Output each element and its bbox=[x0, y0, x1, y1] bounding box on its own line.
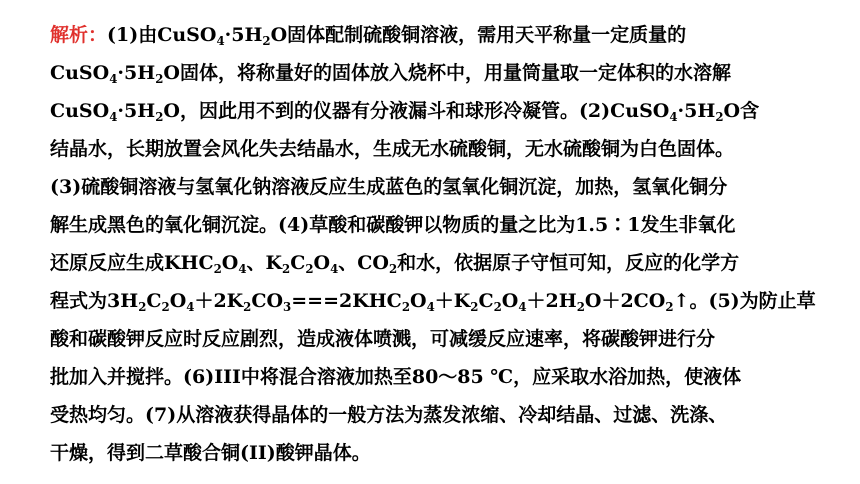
text-run: ·5H bbox=[224, 24, 263, 46]
text-line-8 bbox=[50, 287, 816, 315]
subscript: 2 bbox=[155, 72, 164, 87]
text-run: ＋2H bbox=[526, 290, 577, 312]
subscript: 2 bbox=[493, 300, 502, 315]
text-line-3 bbox=[50, 97, 759, 125]
subscript: 2 bbox=[715, 110, 724, 125]
text-run: 还原反应生成KHC bbox=[50, 252, 214, 274]
analysis-label: 解析： bbox=[50, 24, 108, 46]
subscript: 2 bbox=[262, 34, 271, 49]
subscript: 4 bbox=[216, 34, 225, 49]
text-run: C bbox=[478, 290, 494, 312]
subscript: 2 bbox=[282, 262, 291, 277]
subscript: 4 bbox=[109, 72, 118, 87]
subscript: 4 bbox=[186, 300, 195, 315]
text-run: ＋K bbox=[434, 290, 471, 312]
subscript: 4 bbox=[669, 110, 678, 125]
text-run: O固体，将称量好的固体放入烧杯中，用量筒量取一定体积的水溶解 bbox=[163, 62, 731, 84]
text-run: ＋2K bbox=[194, 290, 244, 312]
text-line-10: 批加入并搅拌。(6)III中将混合溶液加热至80～85 ℃，应采取水浴加热，使液体 bbox=[50, 366, 742, 388]
subscript: 2 bbox=[401, 300, 410, 315]
text-line-2 bbox=[50, 59, 731, 87]
subscript: 3 bbox=[283, 300, 292, 315]
text-line-9: 酸和碳酸钾反应时反应剧烈，造成液体喷溅，可减缓反应速率，将碳酸钾进行分 bbox=[50, 328, 716, 350]
subscript: 4 bbox=[426, 300, 435, 315]
text-run: 和水，依据原子守恒可知，反应的化学方 bbox=[397, 252, 740, 274]
text-run: ↑。(5)为防止草 bbox=[673, 290, 816, 312]
subscript: 2 bbox=[576, 300, 585, 315]
subscript: 2 bbox=[138, 300, 147, 315]
text-run: (1)由CuSO bbox=[107, 24, 217, 46]
text-run: C bbox=[290, 252, 306, 274]
text-run: 程式为3H bbox=[50, 290, 139, 312]
text-line-5: (3)硫酸铜溶液与氢氧化钠溶液反应生成蓝色的氢氧化铜沉淀，加热，氢氧化铜分 bbox=[50, 176, 728, 198]
subscript: 2 bbox=[155, 110, 164, 125]
subscript: 2 bbox=[665, 300, 674, 315]
text-run: CuSO bbox=[50, 62, 110, 84]
text-run: O bbox=[169, 290, 187, 312]
text-run: 、CO bbox=[338, 252, 389, 274]
text-run: 、K bbox=[246, 252, 283, 274]
text-run: O bbox=[313, 252, 331, 274]
subscript: 4 bbox=[330, 262, 339, 277]
text-run: O bbox=[410, 290, 427, 312]
text-run: O bbox=[501, 290, 519, 312]
subscript: 2 bbox=[388, 262, 398, 277]
text-run: CuSO bbox=[50, 100, 110, 122]
subscript: 4 bbox=[109, 110, 118, 125]
text-run: ·5H bbox=[117, 100, 156, 122]
text-run: ===2KHC bbox=[291, 290, 402, 312]
text-run: ·5H bbox=[117, 62, 156, 84]
text-line-11: 受热均匀。(7)从溶液获得晶体的一般方法为蒸发浓缩、冷却结晶、过滤、洗涤、 bbox=[50, 404, 728, 426]
text-run: CO bbox=[251, 290, 284, 312]
text-run: O bbox=[221, 252, 239, 274]
subscript: 2 bbox=[161, 300, 170, 315]
text-run: O＋2CO bbox=[584, 290, 666, 312]
subscript: 2 bbox=[213, 262, 222, 277]
subscript: 2 bbox=[243, 300, 252, 315]
subscript: 2 bbox=[470, 300, 479, 315]
text-run: C bbox=[146, 290, 162, 312]
text-run: O，因此用不到的仪器有分液漏斗和球形冷凝管。(2)CuSO bbox=[163, 100, 670, 122]
text-line-12: 干燥，得到二草酸合铜(II)酸钾晶体。 bbox=[50, 442, 371, 464]
text-line-7 bbox=[50, 249, 739, 277]
text-line-4: 结晶水，长期放置会风化失去结晶水，生成无水硫酸铜，无水硫酸铜为白色固体。 bbox=[50, 138, 735, 160]
subscript: 4 bbox=[518, 300, 527, 315]
text-line-6: 解生成黑色的氧化铜沉淀。(4)草酸和碳酸钾以物质的量之比为1.5∶1发生非氧化 bbox=[50, 214, 736, 236]
subscript: 2 bbox=[305, 262, 314, 277]
text-run: ·5H bbox=[677, 100, 716, 122]
text-run: O固体配制硫酸铜溶液，需用天平称量一定质量的 bbox=[270, 24, 687, 46]
text-run: O含 bbox=[723, 100, 760, 122]
subscript: 4 bbox=[238, 262, 247, 277]
text-line-1 bbox=[50, 21, 686, 49]
